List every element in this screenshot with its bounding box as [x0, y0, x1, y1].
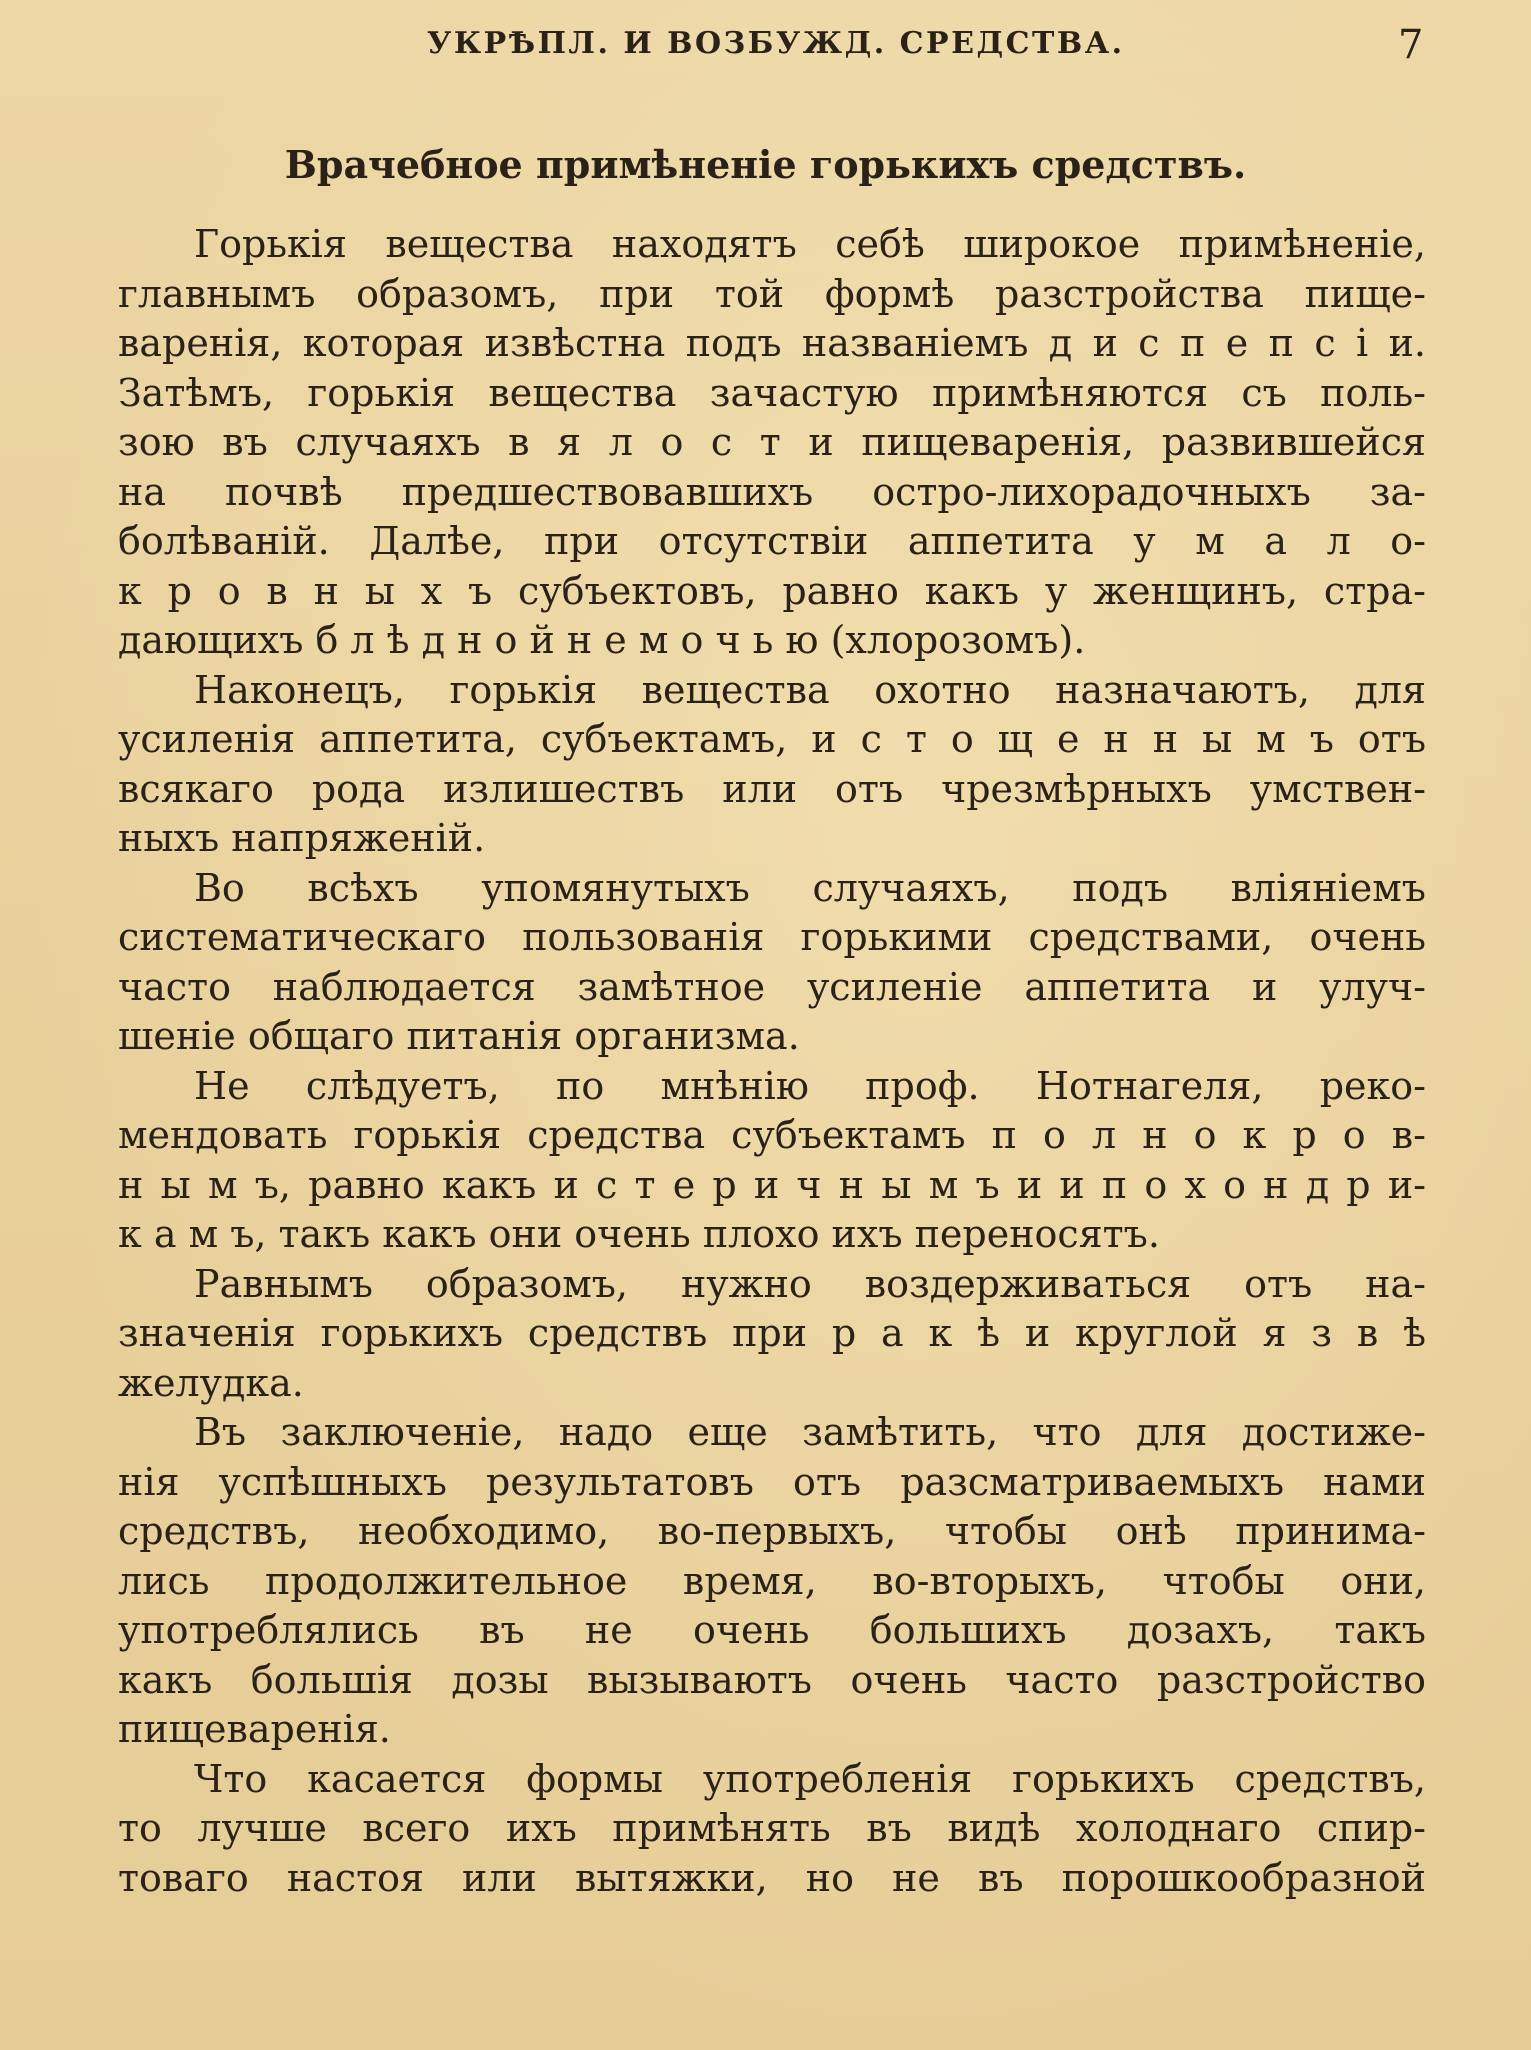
- text-line: шеніе общаго питанія организма.: [118, 1014, 800, 1058]
- text-line: лись продолжительное время, во-вторыхъ, чтобы они,: [118, 1558, 1426, 1603]
- text-line: средствъ, необходимо, во-первыхъ, чтобы онѣ принима-: [118, 1509, 1426, 1553]
- page-number: 7: [1398, 22, 1424, 68]
- text-line: значенія горькихъ средствъ при р а к ѣ и круглой я з в ѣ: [118, 1311, 1426, 1355]
- text-line: Горькія вещества находятъ себѣ широкое примѣненіе,: [194, 222, 1426, 266]
- text-line: нія успѣшныхъ результатовъ отъ разсматриваемыхъ нами: [118, 1459, 1426, 1504]
- body-text: [118, 220, 1426, 1903]
- text-line: мендовать горькія средства субъектамъ п о л н о к р о в-: [118, 1113, 1426, 1157]
- text-line: ныхъ напряженій.: [118, 816, 486, 860]
- text-line: Не слѣдуетъ, по мнѣнію проф. Нотнагеля, реко-: [194, 1063, 1426, 1108]
- text-line: всякаго рода излишествъ или отъ чрезмѣрныхъ умствен-: [118, 766, 1426, 811]
- text-line: товаго настоя или вытяжки, но не въ порошкообразной: [118, 1855, 1426, 1900]
- text-line: Затѣмъ, горькія вещества зачастую примѣняются съ поль-: [118, 370, 1426, 415]
- text-line: Во всѣхъ упомянутыхъ случаяхъ, подъ вліяніемъ: [194, 865, 1426, 910]
- text-line: часто наблюдается замѣтное усиленіе аппетита и улуч-: [118, 964, 1426, 1009]
- text-line: зою въ случаяхъ в я л о с т и пищеваренія, развившейся: [118, 420, 1426, 464]
- text-line: какъ большія дозы вызываютъ очень часто разстройство: [118, 1657, 1426, 1702]
- text-line: варенія, которая извѣстна подъ названіемъ д и с п е п с і и.: [118, 321, 1426, 365]
- text-line: н ы м ъ, равно какъ и с т е р и ч н ы м ъ и и п о х о н д р и-: [118, 1162, 1426, 1207]
- text-line: пищеваренія.: [118, 1707, 391, 1751]
- text-line: систематическаго пользованія горькими средствами, очень: [118, 915, 1426, 959]
- text-line: дающихъ б л ѣ д н о й н е м о ч ь ю (хлорозомъ).: [118, 618, 1086, 662]
- text-line: желудка.: [118, 1360, 304, 1405]
- text-line: к а м ъ, такъ какъ они очень плохо ихъ переносятъ.: [118, 1212, 1160, 1256]
- text-line: главнымъ образомъ, при той формѣ разстройства пище-: [118, 271, 1426, 316]
- running-title: УКРѢПЛ. И ВОЗБУЖД. СРЕДСТВА.: [427, 26, 1125, 61]
- text-line: усиленія аппетита, субъектамъ, и с т о щ е н н ы м ъ отъ: [118, 717, 1426, 761]
- text-line: болѣваній. Далѣе, при отсутствіи аппетита у м а л о-: [118, 519, 1426, 563]
- text-line: Что касается формы употребленія горькихъ средствъ,: [194, 1756, 1426, 1801]
- text-line: Въ заключеніе, надо еще замѣтить, что для достиже-: [194, 1410, 1426, 1454]
- text-line: к р о в н ы х ъ субъектовъ, равно какъ у женщинъ, стра-: [118, 568, 1426, 613]
- text-line: на почвѣ предшествовавшихъ остро-лихорадочныхъ за-: [118, 469, 1426, 514]
- text-line: то лучше всего ихъ примѣнять въ видѣ холоднаго спир-: [118, 1806, 1426, 1850]
- text-line: Наконецъ, горькія вещества охотно назначаютъ, для: [194, 667, 1426, 712]
- running-header: [0, 22, 1531, 72]
- text-line: употреблялись въ не очень большихъ дозахъ, такъ: [118, 1608, 1426, 1652]
- text-line: Равнымъ образомъ, нужно воздерживаться отъ на-: [194, 1261, 1426, 1306]
- section-title: Врачебное примѣненіе горькихъ средствъ.: [284, 142, 1247, 187]
